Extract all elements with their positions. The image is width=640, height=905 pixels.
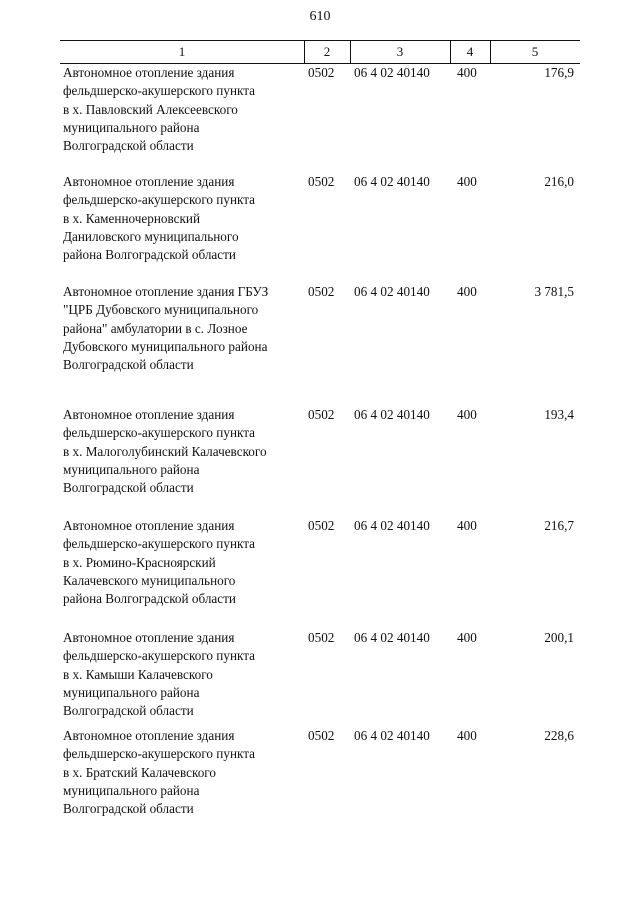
row-name: Автономное отопление здания фельдшерско-акушерского пункта в х. Каменночерновский Даниловского муниципального района Волгоградской области xyxy=(63,174,256,263)
row-name: Автономное отопление здания фельдшерско-акушерского пункта в х. Рюмино-Красноярский Калачевского муниципального района Волгоградской области xyxy=(63,518,256,607)
row-type: 400 xyxy=(457,728,477,743)
row-type: 400 xyxy=(457,407,477,422)
row-amount: 228,6 xyxy=(544,728,574,743)
row-section: 0502 xyxy=(308,284,335,299)
row-amount: 216,7 xyxy=(544,518,574,533)
table-header xyxy=(60,40,580,64)
row-section: 0502 xyxy=(308,630,335,645)
row-amount: 193,4 xyxy=(544,407,574,422)
row-target: 06 4 02 40140 xyxy=(354,518,430,533)
header-col-3: 3 xyxy=(396,44,404,59)
row-section: 0502 xyxy=(308,407,335,422)
row-type: 400 xyxy=(457,630,477,645)
row-name: Автономное отопление здания ГБУЗ "ЦРБ Дубовского муниципального района" амбулатории в с. Лозное Дубовского муниципального района Волгоградской области xyxy=(63,284,269,373)
row-target: 06 4 02 40140 xyxy=(354,728,430,743)
header-col-4: 4 xyxy=(466,44,474,59)
row-name: Автономное отопление здания фельдшерско-акушерского пункта в х. Камыши Калачевского муниципального района Волгоградской области xyxy=(63,630,256,719)
row-name: Автономное отопление здания фельдшерско-акушерского пункта в х. Братский Калачевского муниципального района Волгоградской области xyxy=(63,728,256,817)
row-section: 0502 xyxy=(308,65,335,80)
row-amount: 3 781,5 xyxy=(534,284,574,299)
page-number: 610 xyxy=(309,9,331,24)
row-section: 0502 xyxy=(308,518,335,533)
row-section: 0502 xyxy=(308,728,335,743)
row-type: 400 xyxy=(457,518,477,533)
header-col-2: 2 xyxy=(323,44,331,59)
row-name: Автономное отопление здания фельдшерско-акушерского пункта в х. Павловский Алексеевского муниципального района Волгоградской области xyxy=(63,65,256,154)
row-target: 06 4 02 40140 xyxy=(354,630,430,645)
header-col-1: 1 xyxy=(178,44,186,59)
row-target: 06 4 02 40140 xyxy=(354,407,430,422)
row-amount: 216,0 xyxy=(544,174,574,189)
row-amount: 200,1 xyxy=(544,630,574,645)
row-amount: 176,9 xyxy=(544,65,574,80)
row-target: 06 4 02 40140 xyxy=(354,284,430,299)
row-target: 06 4 02 40140 xyxy=(354,65,430,80)
row-name: Автономное отопление здания фельдшерско-акушерского пункта в х. Малоголубинский Калачевского муниципального района Волгоградской области xyxy=(63,407,267,496)
row-type: 400 xyxy=(457,284,477,299)
row-section: 0502 xyxy=(308,174,335,189)
header-col-5: 5 xyxy=(531,44,539,59)
row-type: 400 xyxy=(457,65,477,80)
row-type: 400 xyxy=(457,174,477,189)
row-target: 06 4 02 40140 xyxy=(354,174,430,189)
